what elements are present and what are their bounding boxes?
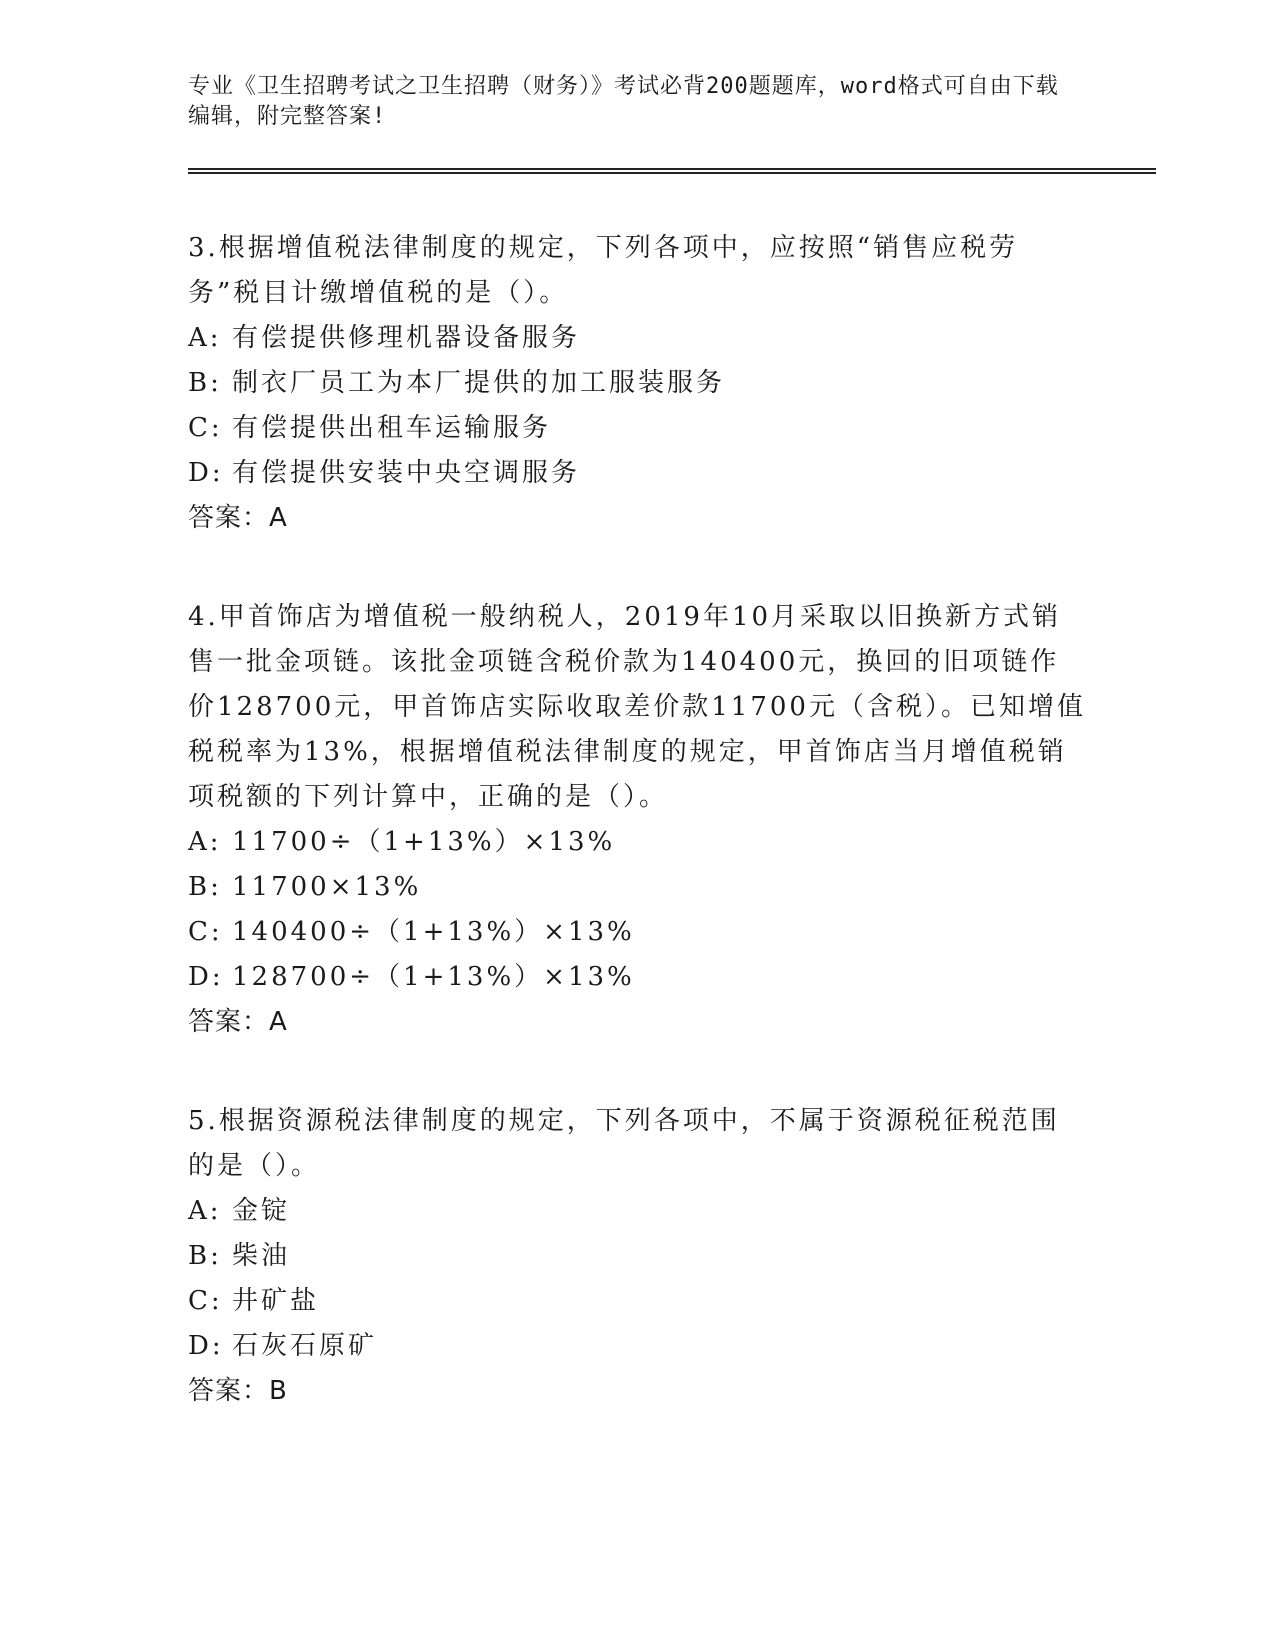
option-letter: D: xyxy=(188,1331,224,1361)
question-stem: 5.根据资源税法律制度的规定，下列各项中，不属于资源税征税范围的是（）。 xyxy=(188,1106,1060,1181)
option-c xyxy=(188,1279,1158,1324)
option-text: 11700×13% xyxy=(232,872,422,902)
answer-line: 答案：B xyxy=(188,1376,288,1406)
option-c xyxy=(188,910,1158,955)
document-page xyxy=(188,72,1158,1414)
header-divider xyxy=(188,168,1156,174)
option-text: 有偿提供修理机器设备服务 xyxy=(232,323,581,353)
option-letter: A: xyxy=(188,323,222,353)
option-b xyxy=(188,361,1158,406)
answer-line: 答案：A xyxy=(188,1007,288,1037)
option-a xyxy=(188,1189,1158,1234)
option-letter: A: xyxy=(188,1196,222,1226)
question-stem: 4.甲首饰店为增值税一般纳税人，2019年10月采取以旧换新方式销售一批金项链。该批金项链含税价款为140400元，换回的旧项链作价128700元，甲首饰店实际收取差价款11700元（含税）。已知增值税税率为13%，根据增值税法律制度的规定，甲首饰店当月增值税销项税额的下列计算中，正确的是（）。 xyxy=(188,602,1086,812)
option-b xyxy=(188,865,1158,910)
option-d xyxy=(188,955,1158,1000)
question-block xyxy=(188,595,1158,1045)
option-letter: B: xyxy=(188,872,222,902)
option-text: 石灰石原矿 xyxy=(232,1331,378,1361)
option-d xyxy=(188,1324,1158,1369)
option-letter: C: xyxy=(188,413,223,443)
option-letter: D: xyxy=(188,962,224,992)
option-text: 140400÷（1+13%）×13% xyxy=(232,917,635,947)
option-b xyxy=(188,1234,1158,1279)
question-stem: 3.根据增值税法律制度的规定，下列各项中，应按照“销售应税劳务”税目计缴增值税的是（）。 xyxy=(188,233,1019,308)
option-a xyxy=(188,820,1158,865)
option-letter: C: xyxy=(188,917,223,947)
option-c xyxy=(188,406,1158,451)
document-header: 专业《卫生招聘考试之卫生招聘（财务）》考试必背200题题库，word格式可自由下载编辑，附完整答案! xyxy=(188,74,1059,129)
option-text: 11700÷（1+13%）×13% xyxy=(232,827,616,857)
option-letter: D: xyxy=(188,458,224,488)
question-block xyxy=(188,1099,1158,1414)
option-text: 有偿提供出租车运输服务 xyxy=(232,413,552,443)
option-text: 金锭 xyxy=(232,1196,291,1226)
question-block xyxy=(188,226,1158,541)
option-letter: B: xyxy=(188,368,222,398)
option-text: 128700÷（1+13%）×13% xyxy=(232,962,635,992)
option-text: 有偿提供安装中央空调服务 xyxy=(232,458,581,488)
answer-line: 答案：A xyxy=(188,503,288,533)
option-letter: B: xyxy=(188,1241,222,1271)
option-text: 井矿盐 xyxy=(232,1286,320,1316)
option-text: 制衣厂员工为本厂提供的加工服装服务 xyxy=(232,368,726,398)
option-letter: A: xyxy=(188,827,222,857)
option-d xyxy=(188,451,1158,496)
option-letter: C: xyxy=(188,1286,223,1316)
option-text: 柴油 xyxy=(232,1241,291,1271)
option-a xyxy=(188,316,1158,361)
